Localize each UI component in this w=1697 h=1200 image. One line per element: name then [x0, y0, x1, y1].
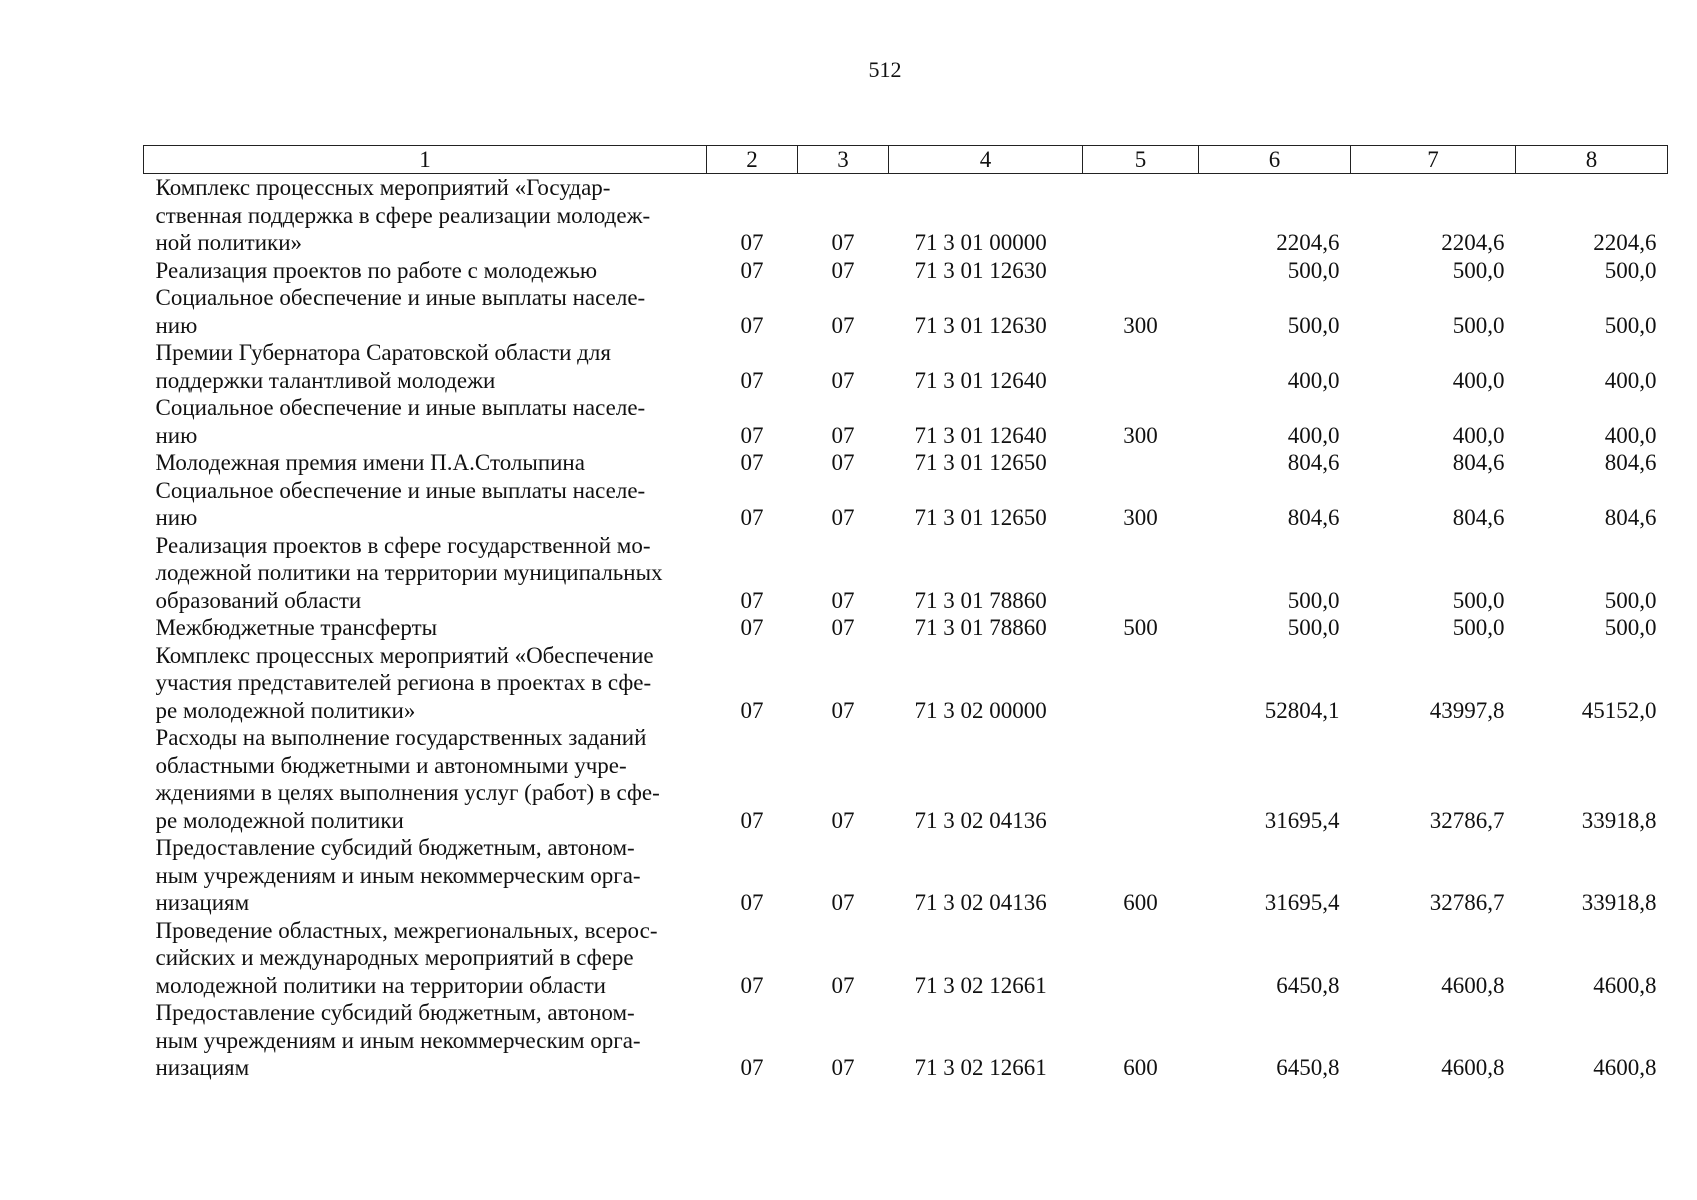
expense-type-code — [1083, 532, 1199, 615]
row-name-line: сийских и международных мероприятий в сфере — [155, 945, 634, 970]
row-name-line: Предоставление субсидий бюджетным, автоном- — [155, 1000, 635, 1025]
row-name-line: низациям — [155, 1055, 250, 1080]
subsection-code: 07 — [831, 505, 855, 530]
table-row — [144, 999, 1668, 1082]
amount-col-7: 400,0 — [1452, 422, 1505, 448]
table-row — [144, 174, 1668, 257]
target-article-code: 71 3 02 12661 — [914, 972, 1047, 998]
amount-col-8: 33918,8 — [1581, 807, 1657, 833]
expense-type-code — [1083, 724, 1199, 834]
row-name — [144, 284, 707, 339]
column-header: 3 — [798, 146, 889, 174]
target-article-code: 71 3 01 12650 — [914, 505, 1047, 530]
page-number: 512 — [868, 57, 902, 82]
row-name — [144, 339, 707, 394]
amount-col-8: 45152,0 — [1581, 697, 1657, 723]
row-name — [144, 477, 707, 532]
section-code: 07 — [740, 367, 764, 393]
table-row — [144, 477, 1668, 532]
target-article-code: 71 3 01 78860 — [914, 615, 1047, 640]
column-header: 8 — [1516, 146, 1668, 174]
row-name-line: образований области — [155, 587, 362, 613]
row-name-line: поддержки талантливой молодежи — [155, 367, 496, 393]
row-name — [144, 917, 707, 1000]
row-name-line: Комплекс процессных мероприятий «Государ- — [155, 175, 611, 200]
amount-col-7: 500,0 — [1452, 587, 1505, 613]
amount-col-7: 4600,8 — [1441, 972, 1505, 998]
row-name-line: Реализация проектов в сфере государственной мо- — [155, 532, 651, 558]
subsection-code: 07 — [831, 890, 855, 915]
section-code: 07 — [740, 615, 764, 640]
row-name-line: ным учреждениям и иным некоммерческим орга- — [155, 1027, 641, 1053]
table-row — [144, 834, 1668, 917]
amount-col-6: 804,6 — [1287, 450, 1340, 475]
table-row — [144, 642, 1668, 725]
amount-col-7: 500,0 — [1452, 257, 1505, 283]
table-row — [144, 339, 1668, 394]
section-code: 07 — [740, 972, 764, 998]
table-row — [144, 257, 1668, 285]
row-name-line: ре молодежной политики» — [155, 697, 416, 723]
expense-type-code: 300 — [1123, 505, 1158, 530]
row-name-line: Межбюджетные трансферты — [155, 615, 438, 640]
amount-col-6: 500,0 — [1287, 615, 1340, 640]
subsection-code: 07 — [831, 450, 855, 475]
subsection-code: 07 — [831, 587, 855, 613]
row-name-line: ственная поддержка в сфере реализации молодеж- — [155, 202, 651, 228]
amount-col-6: 31695,4 — [1264, 807, 1340, 833]
amount-col-8: 804,6 — [1604, 505, 1657, 530]
section-code: 07 — [740, 890, 764, 915]
row-name — [144, 532, 707, 615]
row-name — [144, 724, 707, 834]
amount-col-8: 400,0 — [1604, 422, 1657, 448]
amount-col-7: 2204,6 — [1441, 230, 1505, 255]
amount-col-8: 500,0 — [1604, 615, 1657, 640]
row-name-line: ной политики» — [155, 230, 303, 255]
row-name-line: лодежной политики на территории муниципальных — [155, 560, 663, 585]
subsection-code: 07 — [831, 807, 855, 833]
row-name — [144, 999, 707, 1082]
table-row — [144, 724, 1668, 834]
row-name-line: Реализация проектов по работе с молодежью — [155, 257, 598, 283]
row-name-line: ре молодежной политики — [155, 807, 404, 833]
row-name-line: Премии Губернатора Саратовской области для — [155, 340, 611, 365]
target-article-code: 71 3 01 00000 — [914, 230, 1047, 255]
expense-type-code: 500 — [1123, 615, 1158, 640]
row-name-line: нию — [155, 312, 198, 338]
row-name — [144, 257, 707, 285]
amount-col-8: 500,0 — [1604, 257, 1657, 283]
amount-col-6: 2204,6 — [1276, 230, 1340, 255]
row-name-line: областными бюджетными и автономными учре- — [155, 752, 627, 778]
subsection-code: 07 — [831, 257, 855, 283]
row-name-line: Расходы на выполнение государственных заданий — [155, 725, 647, 750]
subsection-code: 07 — [831, 697, 855, 723]
amount-col-6: 400,0 — [1287, 367, 1340, 393]
target-article-code: 71 3 02 04136 — [914, 890, 1047, 915]
expense-type-code — [1083, 642, 1199, 725]
row-name — [144, 642, 707, 725]
amount-col-7: 4600,8 — [1441, 1055, 1505, 1080]
budget-table — [143, 145, 1668, 1082]
amount-col-7: 804,6 — [1452, 505, 1505, 530]
expense-type-code — [1083, 174, 1199, 257]
amount-col-8: 4600,8 — [1593, 1055, 1657, 1080]
table-body — [144, 174, 1668, 1082]
row-name-line: ным учреждениям и иным некоммерческим орга- — [155, 862, 641, 888]
table-row — [144, 394, 1668, 449]
expense-type-code: 300 — [1123, 312, 1158, 338]
row-name — [144, 394, 707, 449]
amount-col-7: 32786,7 — [1429, 807, 1505, 833]
row-name — [144, 174, 707, 257]
expense-type-code — [1083, 257, 1199, 285]
row-name-line: Социальное обеспечение и иные выплаты населе- — [155, 285, 646, 310]
row-name-line: Молодежная премия имени П.А.Столыпина — [155, 450, 585, 475]
row-name — [144, 449, 707, 477]
target-article-code: 71 3 01 12640 — [914, 422, 1047, 448]
expense-type-code — [1083, 339, 1199, 394]
amount-col-6: 500,0 — [1287, 587, 1340, 613]
section-code: 07 — [740, 587, 764, 613]
table-row — [144, 917, 1668, 1000]
subsection-code: 07 — [831, 312, 855, 338]
amount-col-6: 31695,4 — [1264, 890, 1340, 915]
expense-type-code — [1083, 917, 1199, 1000]
section-code: 07 — [740, 230, 764, 255]
subsection-code: 07 — [831, 615, 855, 640]
section-code: 07 — [740, 257, 764, 283]
table-row — [144, 532, 1668, 615]
row-name — [144, 614, 707, 642]
column-header: 4 — [889, 146, 1083, 174]
row-name-line: Проведение областных, межрегиональных, всерос- — [155, 917, 658, 943]
amount-col-8: 33918,8 — [1581, 890, 1657, 915]
expense-type-code: 600 — [1123, 1055, 1158, 1080]
row-name-line: нию — [155, 505, 198, 530]
amount-col-7: 500,0 — [1452, 615, 1505, 640]
row-name-line: участия представителей региона в проектах в сфе- — [155, 670, 652, 695]
section-code: 07 — [740, 450, 764, 475]
section-code: 07 — [740, 807, 764, 833]
column-header: 6 — [1199, 146, 1351, 174]
amount-col-6: 52804,1 — [1264, 697, 1340, 723]
row-name-line: низациям — [155, 890, 250, 915]
section-code: 07 — [740, 505, 764, 530]
amount-col-7: 500,0 — [1452, 312, 1505, 338]
target-article-code: 71 3 02 00000 — [914, 697, 1047, 723]
expense-type-code: 300 — [1123, 422, 1158, 448]
header-row — [144, 146, 1668, 174]
row-name — [144, 834, 707, 917]
column-header: 5 — [1083, 146, 1199, 174]
row-name-line: ждениями в целях выполнения услуг (работ) в сфе- — [155, 780, 660, 805]
amount-col-7: 400,0 — [1452, 367, 1505, 393]
amount-col-6: 804,6 — [1287, 505, 1340, 530]
amount-col-6: 500,0 — [1287, 312, 1340, 338]
amount-col-6: 6450,8 — [1276, 1055, 1340, 1080]
row-name-line: Социальное обеспечение и иные выплаты населе- — [155, 477, 646, 503]
amount-col-8: 500,0 — [1604, 312, 1657, 338]
section-code: 07 — [740, 1055, 764, 1080]
amount-col-7: 32786,7 — [1429, 890, 1505, 915]
amount-col-8: 2204,6 — [1593, 230, 1657, 255]
amount-col-6: 400,0 — [1287, 422, 1340, 448]
column-header: 1 — [144, 146, 707, 174]
column-header: 7 — [1351, 146, 1516, 174]
target-article-code: 71 3 01 78860 — [914, 587, 1047, 613]
amount-col-6: 500,0 — [1287, 257, 1340, 283]
table-row — [144, 284, 1668, 339]
amount-col-8: 804,6 — [1604, 450, 1657, 475]
section-code: 07 — [740, 697, 764, 723]
column-header: 2 — [707, 146, 798, 174]
amount-col-8: 500,0 — [1604, 587, 1657, 613]
target-article-code: 71 3 01 12650 — [914, 450, 1047, 475]
target-article-code: 71 3 02 12661 — [914, 1055, 1047, 1080]
subsection-code: 07 — [831, 230, 855, 255]
row-name-line: Комплекс процессных мероприятий «Обеспечение — [155, 642, 654, 668]
row-name-line: Предоставление субсидий бюджетным, автоном- — [155, 835, 635, 860]
row-name-line: Социальное обеспечение и иные выплаты населе- — [155, 395, 646, 420]
target-article-code: 71 3 01 12630 — [914, 257, 1047, 283]
expense-type-code: 600 — [1123, 890, 1158, 915]
expense-type-code — [1083, 449, 1199, 477]
target-article-code: 71 3 01 12630 — [914, 312, 1047, 338]
target-article-code: 71 3 02 04136 — [914, 807, 1047, 833]
subsection-code: 07 — [831, 367, 855, 393]
amount-col-8: 400,0 — [1604, 367, 1657, 393]
amount-col-7: 43997,8 — [1429, 697, 1505, 723]
section-code: 07 — [740, 422, 764, 448]
subsection-code: 07 — [831, 1055, 855, 1080]
row-name-line: нию — [155, 422, 198, 448]
row-name-line: молодежной политики на территории области — [155, 972, 606, 998]
target-article-code: 71 3 01 12640 — [914, 367, 1047, 393]
table-row — [144, 449, 1668, 477]
section-code: 07 — [740, 312, 764, 338]
amount-col-6: 6450,8 — [1276, 972, 1340, 998]
subsection-code: 07 — [831, 972, 855, 998]
table-row — [144, 614, 1668, 642]
amount-col-7: 804,6 — [1452, 450, 1505, 475]
amount-col-8: 4600,8 — [1593, 972, 1657, 998]
subsection-code: 07 — [831, 422, 855, 448]
